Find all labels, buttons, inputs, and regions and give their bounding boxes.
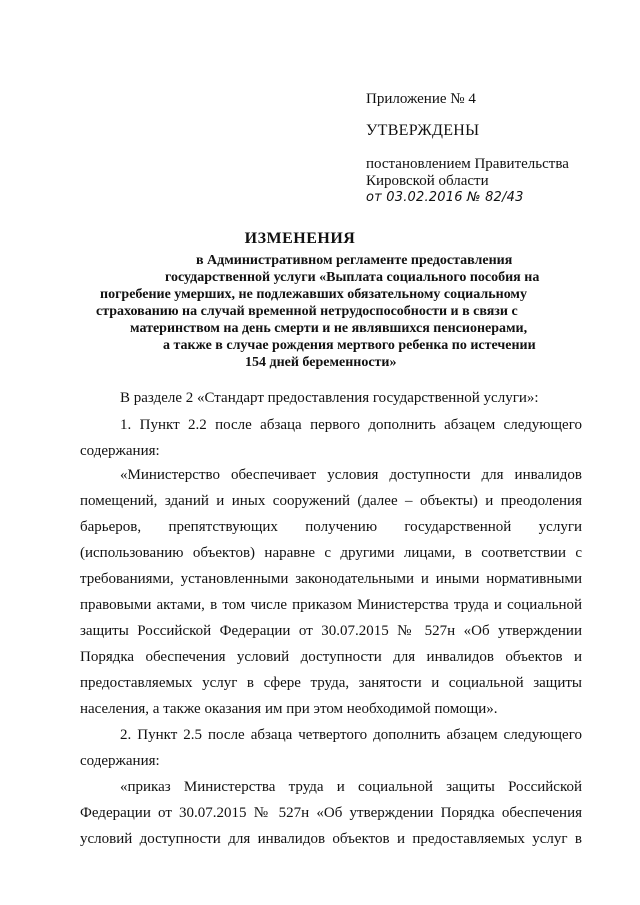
body-line: 1. Пункт 2.2 после абзаца первого дополнить абзацем следующего [120, 417, 582, 433]
body-line: правовыми актами, в том числе приказом Министерства труда и социальной [80, 597, 582, 613]
subtitle-line: а также в случае рождения мертвого ребенка по истечении [163, 338, 536, 353]
body-line: требованиями, установленными законодательными и иными нормативными [80, 571, 582, 587]
section-intro: В разделе 2 «Стандарт предоставления государственной услуги»: [120, 390, 539, 406]
approved-label: УТВЕРЖДЕНЫ [366, 122, 480, 139]
body-line: защиты Российской Федерации от 30.07.2015 № 527н «Об утверждении [80, 623, 582, 639]
body-line: содержания: [80, 443, 160, 459]
body-line: содержания: [80, 753, 160, 769]
body-line: Федерации от 30.07.2015 № 527н «Об утверждении Порядка обеспечения [80, 805, 582, 821]
decree-date-number: от 03.02.2016 № 82/43 [366, 190, 524, 205]
subtitle-line: в Административном регламенте предоставления [196, 253, 513, 268]
body-line: 2. Пункт 2.5 после абзаца четвертого дополнить абзацем следующего [120, 727, 582, 743]
body-line: условий доступности для инвалидов объектов и предоставляемых услуг в [80, 831, 582, 847]
body-line: Порядка обеспечения условий доступности для инвалидов объектов и [80, 649, 582, 665]
body-line: (использованию объектов) наравне с другими лицами, в соответствии с [80, 545, 582, 561]
subtitle-line: государственной услуги «Выплата социального пособия на [165, 270, 540, 285]
decree-line-2: Кировской области [366, 173, 489, 189]
body-line: барьеров, препятствующих получению государственной услуги [80, 519, 582, 535]
body-line: «Министерство обеспечивает условия доступности для инвалидов [120, 467, 582, 483]
subtitle-line: страхованию на случай временной нетрудоспособности и в связи с [96, 304, 518, 319]
subtitle-line: материнством на день смерти и не являвшихся пенсионерами, [130, 321, 528, 336]
body-line: помещений, зданий и иных сооружений (далее – объекты) и преодоления [80, 493, 582, 509]
body-line: населения, а также оказания им при этом необходимой помощи». [80, 701, 498, 717]
appendix-number: Приложение № 4 [366, 91, 476, 107]
decree-line-1: постановлением Правительства [366, 156, 569, 172]
subtitle-line: 154 дней беременности» [245, 355, 397, 370]
subtitle-line: погребение умерших, не подлежавших обязательному социальному [100, 287, 527, 302]
body-line: «приказ Министерства труда и социальной защиты Российской [120, 779, 582, 795]
body-line: предоставляемых услуг в сфере труда, занятости и социальной защиты [80, 675, 582, 691]
document-title: ИЗМЕНЕНИЯ [244, 230, 356, 247]
